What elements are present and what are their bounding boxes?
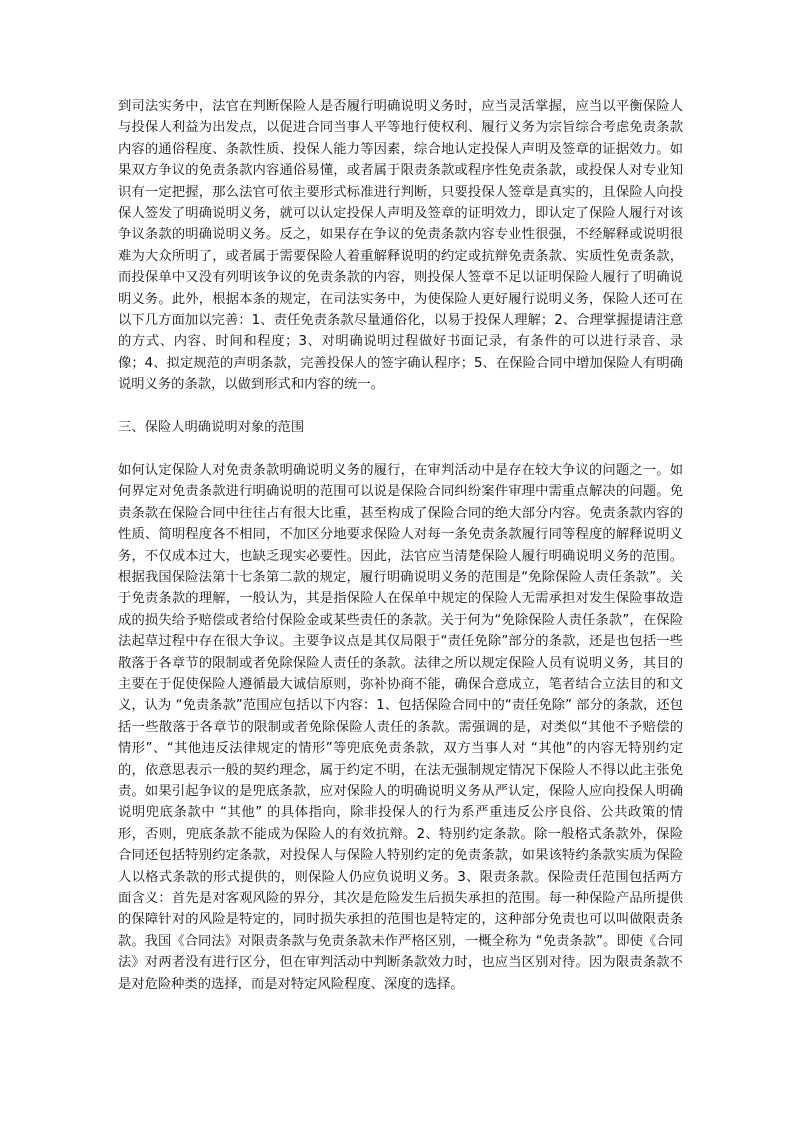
body-paragraph: 如何认定保险人对免责条款明确说明义务的履行，在审判活动中是存在较大争议的问题之一。如何界定对免责条款进行明确说明的范围可以说是保险合同纠纷案件审理中需重点解决的问题。免责条款在保险合同中往往占有很大比重，甚至构成了保险合同的绝大部分内容。免责条款内容的性质、简明程度各不相同，不加区分地要求保险人对每一条免责条款履行同等程度的解释说明义务，不仅成本过大，也缺乏现实必要性。因此，法官应当清楚保险人履行明确说明义务的范围。根据我国保险法第十七条第二款的规定，履行明确说明义务的范围是“免除保险人责任条款”。关于免责条款的理解，一般认为，其是指保险人在保单中规定的保险人无需承担对发生保险事故造成的损失给予赔偿或者给付保险金或某些责任的条款。关于何为“免除保险人责任条款”，在保险法起草过程中存在很大争议。主要争议点是其仅局限于“责任免除”部分的条款，还是也包括一些散落于各章节的限制或者免除保险人责任的条款。法律之所以规定保险人员有说明义务，其目的主要在于促使保险人遵循最大诚信原则，弥补协商不能，确保合意成立，笔者结合立法目的和文义，认为 “免责条款”范围应包括以下内容：1、包括保险合同中的“责任免除” 部分的条款，还包括一些散落于各章节的限制或者免除保险人责任的条款。需强调的是，对类似“其他不予赔偿的情形”、“其他违反法律规定的情形”等兜底免责条款，双方当事人对 “其他”的内容无特别约定的，依意思表示一般的契约理念，属于约定不明，在法无强制规定情况下保险人不得以此主张免责。如果引起争议的是兜底条款，应对保险人的明确说明义务从严认定，保险人应向投保人明确说明兜底条款中 “其他” 的具体指向，除非投保人的行为系严重违反公序良俗、公共政策的情形，否则，兜底条款不能成为保险人的有效抗辩。2、特别约定条款。除一般格式条款外，保险合同还包括特别约定条款，对投保人与保险人特别约定的免责条款，如果该特约条款实质为保险人以格式条款的形式提供的，则保险人仍应负说明义务。3、限责条款。保险责任范围包括两方面含义：首先是对客观风险的界分，其次是危险发生后损失承担的范围。每一种保险产品所提供的保障针对的风险是特定的，同时损失承担的范围也是特定的，这种部分免责也可以叫做限责条款。我国《合同法》对限责条款与免责条款未作严格区别，一概全称为 “免责条款”。即使《合同法》对两者没有进行区分，但在审判活动中判断条款效力时，也应当区别对待。因为限责条款不是对危险种类的选择，而是对特定风险程度、深度的选择。 [118,462,683,992]
document-page [118,96,683,995]
section-heading: 三、保险人明确说明对象的范围 [118,420,305,436]
body-paragraph: 到司法实务中，法官在判断保险人是否履行明确说明义务时，应当灵活掌握，应当以平衡保险人与投保人利益为出发点，以促进合同当事人平等地行使权利、履行义务为宗旨综合考虑免责条款内容的通俗程度、条款性质、投保人能力等因素，综合地认定投保人声明及签章的证据效力。如果双方争议的免责条款内容通俗易懂，或者属于限责条款或程序性免责条款，或投保人对专业知识有一定把握，那么法官可依主要形式标准进行判断，只要投保人签章是真实的，且保险人向投保人签发了明确说明义务，就可以认定投保人声明及签章的证明效力，即认定了保险人履行对该争议条款的明确说明义务。反之，如果存在争议的免责条款内容专业性很强，不经解释或说明很难为大众所明了，或者属于需要保险人着重解释说明的约定或抗辩免责条款、实质性免责条款，而投保单中又没有列明该争议的免责条款的内容，则投保人签章不足以证明保险人履行了明确说明义务。此外，根据本条的规定，在司法实务中，为使保险人更好履行说明义务，保险人还可在以下几方面加以完善：1、责任免责条款尽量通俗化，以易于投保人理解；2、合理掌握提请注意的方式、内容、时间和程度；3、对明确说明过程做好书面记录，有条件的可以进行录音、录像；4、拟定规范的声明条款，完善投保人的签字确认程序；5、在保险合同中增加保险人有明确说明义务的条款，以做到形式和内容的统一。 [118,99,683,393]
